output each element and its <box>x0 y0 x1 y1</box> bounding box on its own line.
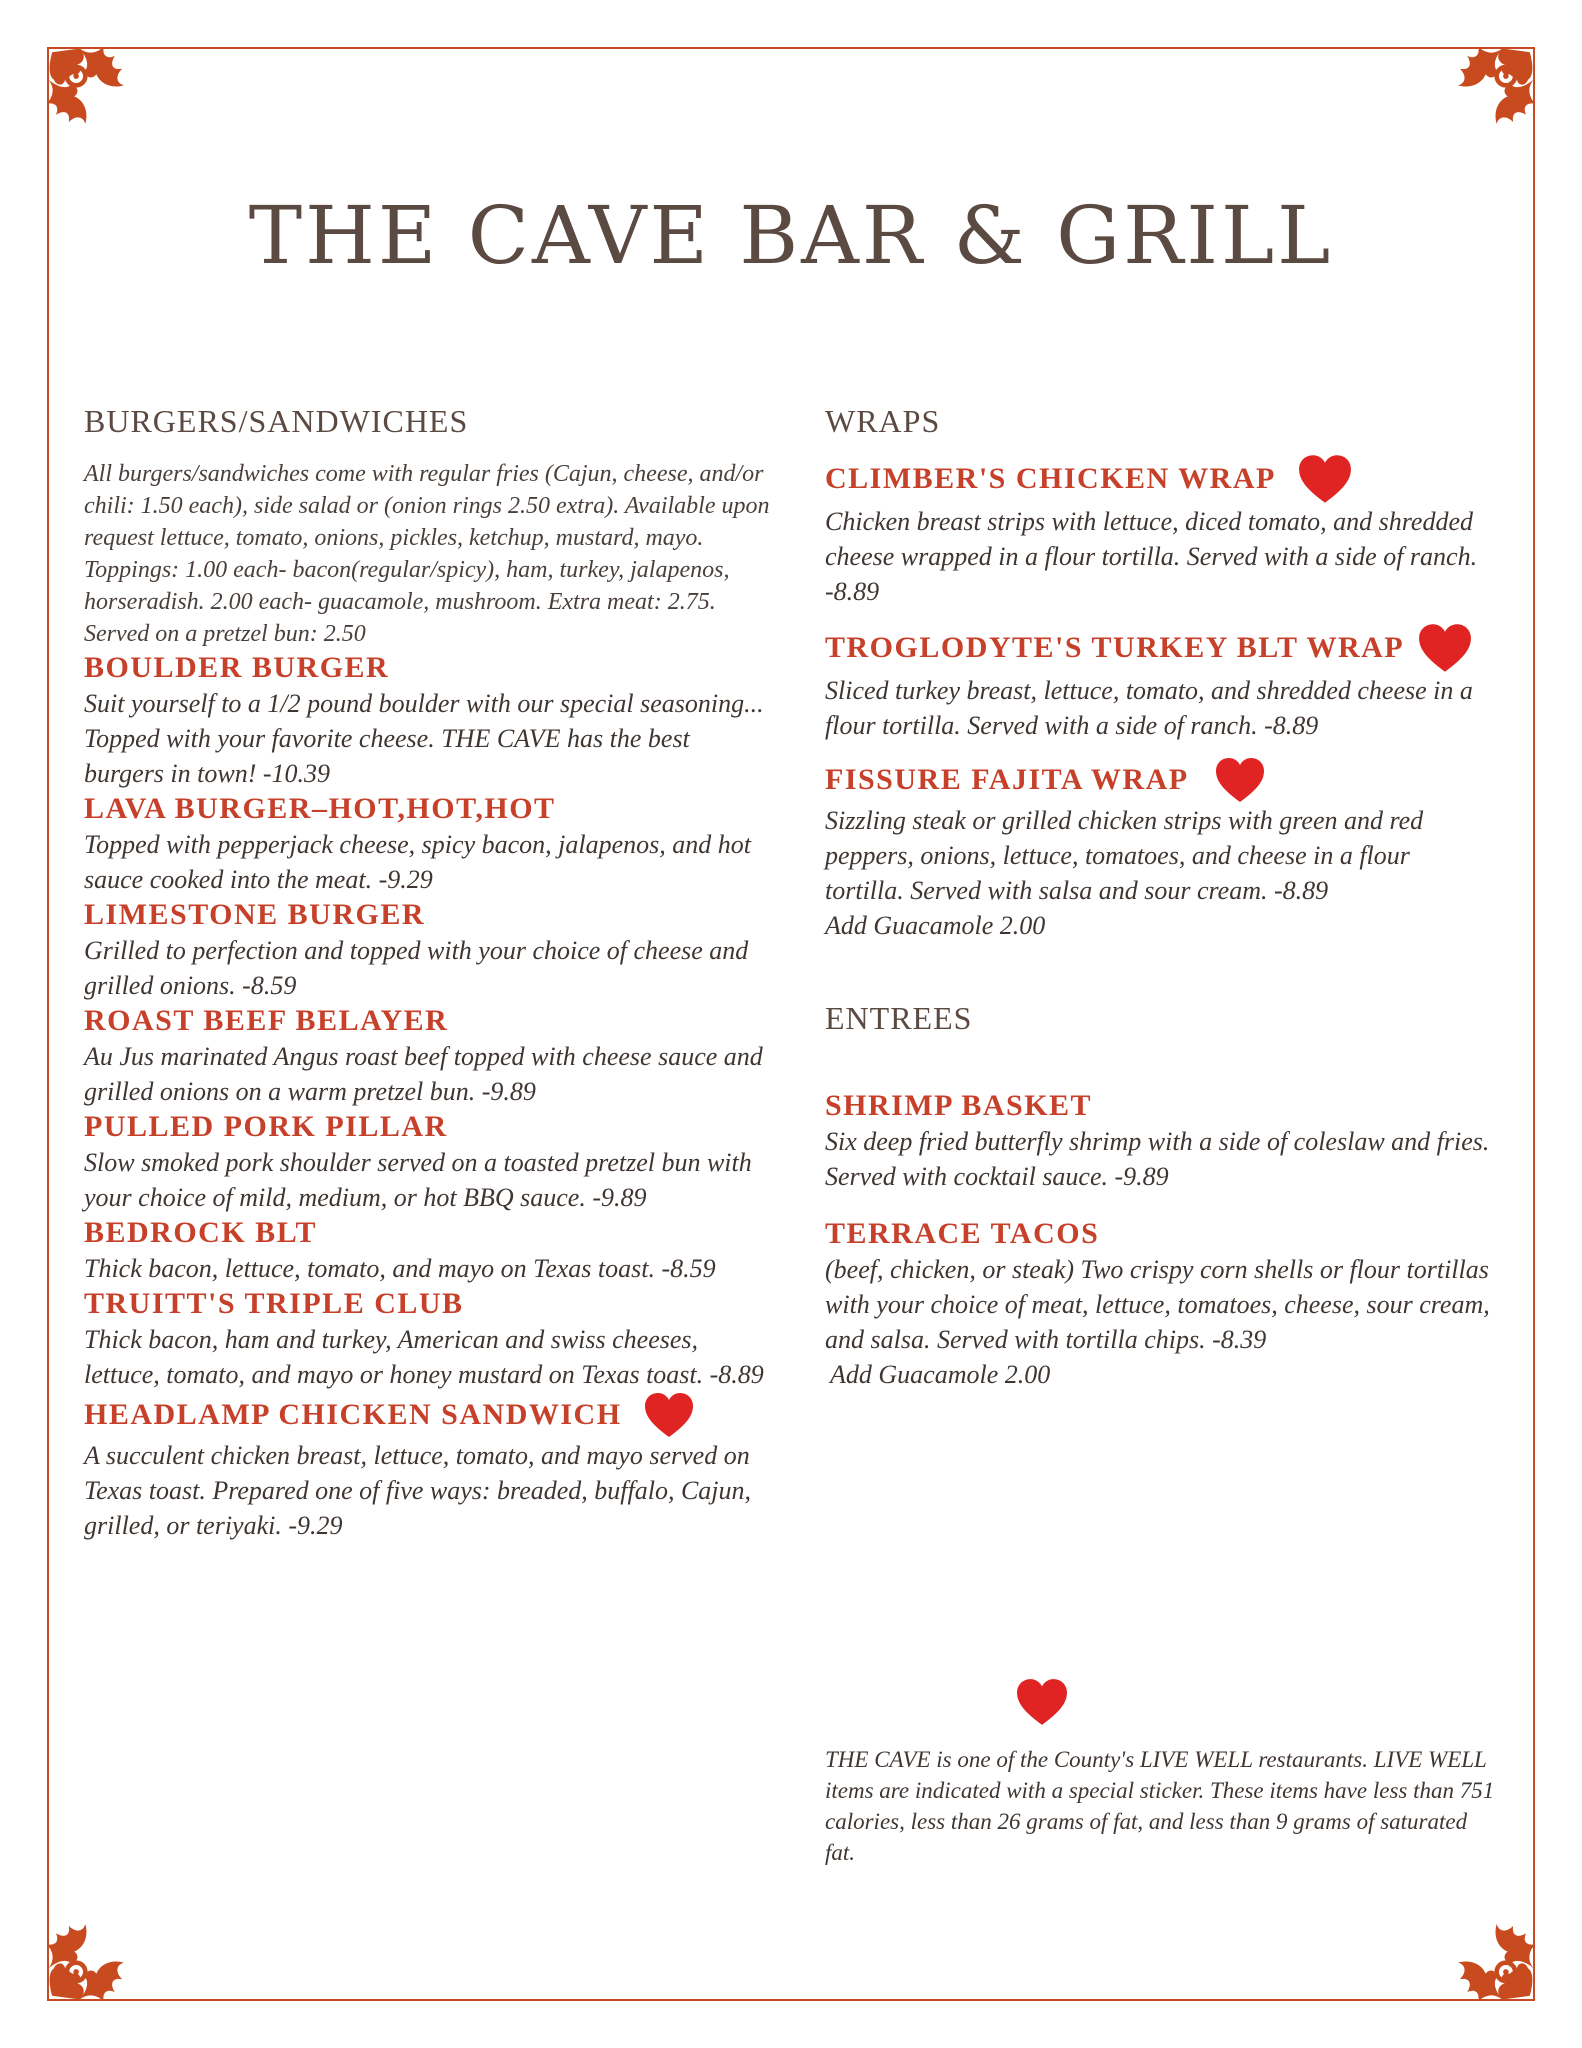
live-well-footnote: THE CAVE is one of the County's LIVE WELL restaurants. LIVE WELL items are indicated with a special sticker. These items have less than 751 calories, less than 26 grams of fat, and less than 9 grams of saturated fat. <box>825 1747 1495 1865</box>
item-name: TERRACE TACOS <box>825 1216 1100 1250</box>
item-description: Slow smoked pork shoulder served on a toasted pretzel bun with your choice of mild, medium, or hot BBQ sauce. -9.89 <box>84 1148 752 1213</box>
menu-item <box>84 1215 774 1286</box>
menu-item <box>84 897 774 1003</box>
menu-item <box>825 1216 1495 1392</box>
corner-ornament-icon <box>1447 1913 1539 2005</box>
item-addon: Add Guacamole 2.00 <box>825 911 1046 941</box>
section-heading-burgers: BURGERS/SANDWICHES <box>84 403 469 439</box>
item-description: Suit yourself to a 1/2 pound boulder with our special seasoning... Topped with your favorite cheese. THE CAVE has the best burgers in town! -10.39 <box>84 689 764 789</box>
item-description: Thick bacon, lettuce, tomato, and mayo on Texas toast. -8.59 <box>84 1254 716 1284</box>
item-name: HEADLAMP CHICKEN SANDWICH <box>84 1398 622 1432</box>
item-name: ROAST BEEF BELAYER <box>84 1004 449 1038</box>
item-name: SHRIMP BASKET <box>825 1088 1093 1122</box>
menu-item <box>825 623 1495 743</box>
heart-icon <box>1016 1678 1068 1726</box>
menu-item <box>84 1392 774 1543</box>
menu-item <box>825 1088 1495 1194</box>
menu-item <box>84 1003 774 1109</box>
item-description: A succulent chicken breast, lettuce, tomato, and mayo served on Texas toast. Prepared one of five ways: breaded, buffalo, Cajun, grilled, or teriyaki. -9.29 <box>84 1441 752 1541</box>
menu-item <box>825 757 1495 943</box>
item-description: Grilled to perfection and topped with your choice of cheese and grilled onions. -8.59 <box>84 936 749 1001</box>
menu-item <box>84 650 774 791</box>
menu-title: THE CAVE BAR & GRILL <box>248 189 1334 282</box>
item-description: (beef, chicken, or steak) Two crispy corn shells or flour tortillas with your choice of meat, lettuce, tomatoes, cheese, sour cream, and salsa. Served with tortilla chips. -8.39 <box>825 1254 1490 1354</box>
corner-ornament-icon <box>43 43 135 135</box>
item-description: Topped with pepperjack cheese, spicy bacon, jalapenos, and hot sauce cooked into the meat. -9.29 <box>84 830 751 895</box>
menu-item <box>84 791 774 897</box>
section-heading-entrees: ENTREES <box>825 1000 973 1037</box>
heart-icon <box>1298 454 1352 504</box>
item-description: Thick bacon, ham and turkey, American and swiss cheeses, lettuce, tomato, and mayo or honey mustard on Texas toast. -8.89 <box>84 1325 764 1390</box>
menu-item <box>825 454 1495 609</box>
item-description: Sizzling steak or grilled chicken strips with green and red peppers, onions, lettuce, tomatoes, and cheese in a flour tortilla. Served with salsa and sour cream. -8.89 <box>825 806 1424 906</box>
burgers-column <box>84 402 774 1543</box>
corner-ornament-icon <box>43 1913 135 2005</box>
item-name: CLIMBER'S CHICKEN WRAP <box>825 462 1276 496</box>
item-description: Chicken breast strips with lettuce, diced tomato, and shredded cheese wrapped in a flour tortilla. Served with a side of ranch. -8.89 <box>825 507 1478 607</box>
section-heading-wraps: WRAPS <box>825 403 941 439</box>
item-name: PULLED PORK PILLAR <box>84 1110 448 1144</box>
item-name: BEDROCK BLT <box>84 1216 317 1250</box>
item-name: LAVA BURGER–HOT,HOT,HOT <box>84 792 556 826</box>
item-name: TROGLODYTE'S TURKEY BLT WRAP <box>825 631 1405 665</box>
corner-ornament-icon <box>1447 43 1539 135</box>
item-name: BOULDER BURGER <box>84 651 390 685</box>
item-description: Six deep fried butterfly shrimp with a side of coleslaw and fries. Served with cocktail sauce. -9.89 <box>825 1126 1490 1191</box>
item-description: Au Jus marinated Angus roast beef topped with cheese sauce and grilled onions on a warm pretzel bun. -9.89 <box>84 1042 763 1107</box>
menu-item <box>84 1109 774 1215</box>
item-name: TRUITT'S TRIPLE CLUB <box>84 1287 464 1321</box>
heart-icon <box>1418 623 1472 673</box>
menu-item <box>84 1286 774 1392</box>
heart-icon <box>1215 757 1265 803</box>
item-name: FISSURE FAJITA WRAP <box>825 763 1189 797</box>
item-description: Sliced turkey breast, lettuce, tomato, and shredded cheese in a flour tortilla. Served with a side of ranch. -8.89 <box>825 676 1473 741</box>
item-addon: Add Guacamole 2.00 <box>830 1359 1051 1389</box>
heart-icon <box>644 1392 694 1438</box>
wraps-entrees-column <box>825 402 1495 1392</box>
item-name: LIMESTONE BURGER <box>84 898 426 932</box>
burgers-intro: All burgers/sandwiches come with regular fries (Cajun, cheese, and/or chili: 1.50 each), side salad or (onion rings 2.50 extra). Available upon request lettuce, tomato, onions, pickles, ketchup, mustard, mayo. Toppings: 1.00 each- bacon(regular/spicy), ham, turkey, jalapenos, horseradish. 2.00 each- guacamole, mushroom. Extra meat: 2.75. Served on a pretzel bun: 2.50 <box>84 461 770 648</box>
